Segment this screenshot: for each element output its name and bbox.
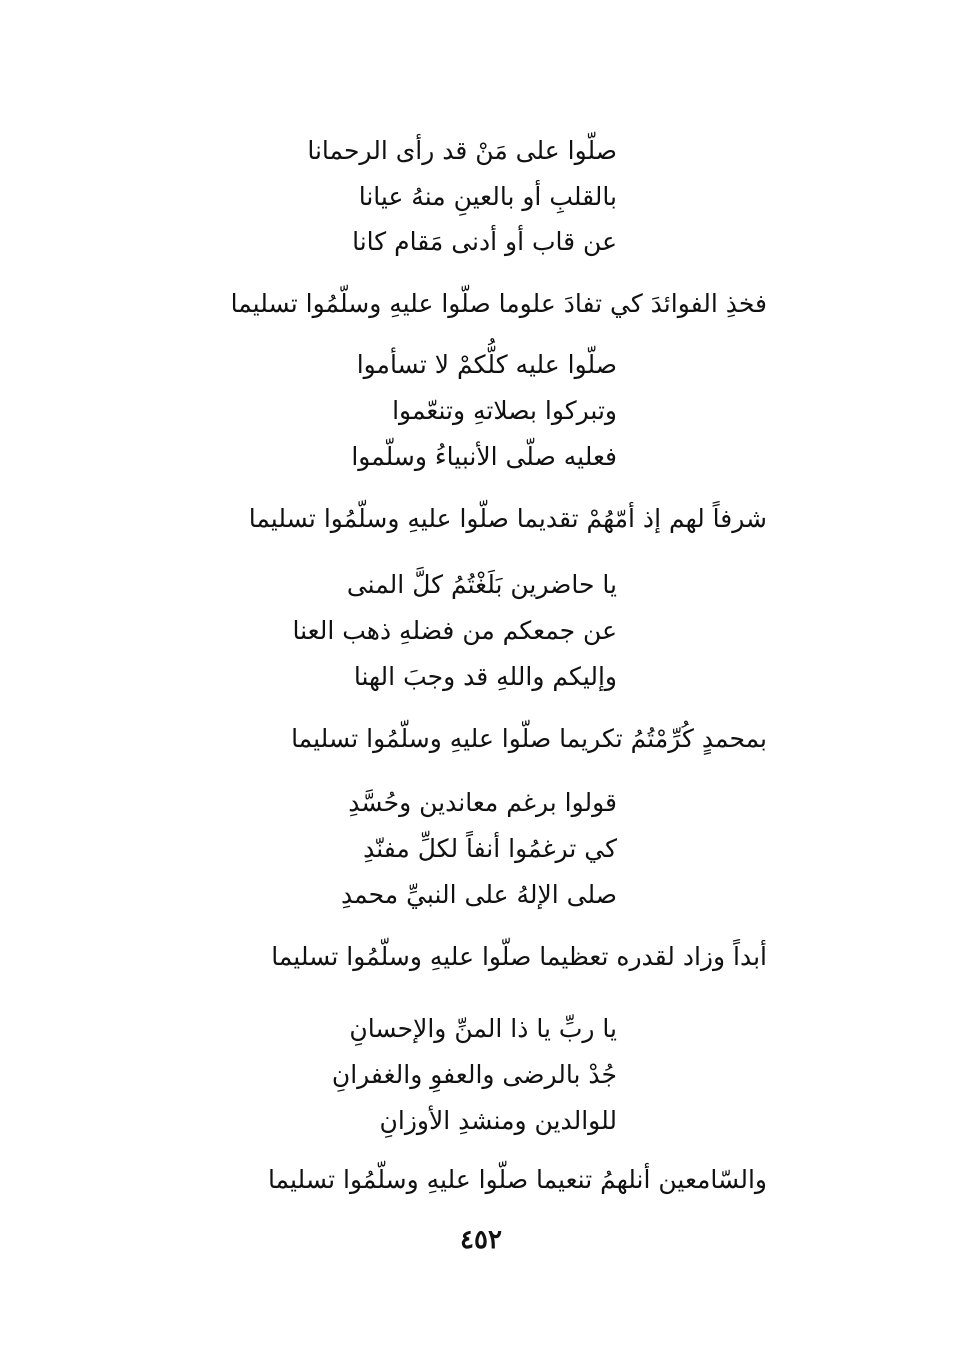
verse-line: يا ربِّ يا ذا المنِّ والإحسانِ xyxy=(349,1014,617,1043)
verse-line: بالقلبِ أو بالعينِ منهُ عيانا xyxy=(358,182,617,211)
refrain-line: أبداً وزاد لقدره تعظيما صلّوا عليهِ وسلّمُوا تسليما xyxy=(271,942,767,971)
verse-line: يا حاضرين بَلَغْتُمُ كلَّ المنى xyxy=(346,570,617,599)
verse-line: صلّوا على مَنْ قد رأى الرحمانا xyxy=(307,136,617,165)
verse-line: صلى الإلهُ على النبيِّ محمدِ xyxy=(341,880,617,909)
verse-line: قولوا برغم معاندين وحُسَّدِ xyxy=(348,788,617,817)
verse-line: وإليكم واللهِ قد وجبَ الهنا xyxy=(353,662,617,691)
verse-line: كي ترغمُوا أنفاً لكلِّ مفنّدِ xyxy=(363,834,617,863)
verse-line: فعليه صلّى الأنبياءُ وسلّموا xyxy=(351,442,617,471)
verse-line: عن قاب أو أدنى مَقام كانا xyxy=(352,227,617,256)
verse-line: وتبركوا بصلاتهِ وتنعّموا xyxy=(392,396,617,425)
refrain-line: والسّامعين أنلهمُ تنعيما صلّوا عليهِ وسلّمُوا تسليما xyxy=(267,1165,767,1194)
verse-line: للوالدين ومنشدِ الأوزانِ xyxy=(379,1106,617,1135)
page-number: ٤٥٢ xyxy=(460,1225,502,1255)
refrain-line: فخذِ الفوائدَ كي تفادَ علوما صلّوا عليهِ وسلّمُوا تسليما xyxy=(230,289,767,318)
verse-line: صلّوا عليه كلُّكمْ لا تسأموا xyxy=(356,350,617,379)
refrain-line: شرفاً لهم إذ أمّهُمْ تقديما صلّوا عليهِ وسلّمُوا تسليما xyxy=(248,504,767,533)
verse-line: جُدْ بالرضى والعفوِ والغفرانِ xyxy=(331,1060,617,1089)
verse-line: عن جمعكم من فضلهِ ذهب العنا xyxy=(292,616,617,645)
refrain-line: بمحمدٍ كُرِّمْتُمُ تكريما صلّوا عليهِ وسلّمُوا تسليما xyxy=(291,724,767,753)
